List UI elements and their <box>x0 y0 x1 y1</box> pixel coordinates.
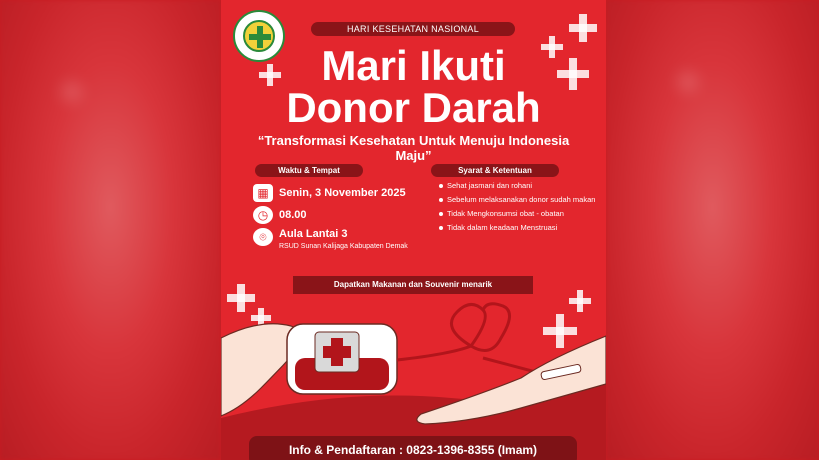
list-item: Sehat jasmani dan rohani <box>437 180 605 192</box>
list-item: Tidak Mengkonsumsi obat - obatan <box>437 208 605 220</box>
requirements-heading: Syarat & Ketentuan <box>431 164 559 177</box>
poster-subtitle: “Transformasi Kesehatan Untuk Menuju Indonesia Maju” <box>257 133 570 163</box>
event-time: 08.00 <box>279 209 307 221</box>
requirements-list <box>437 180 605 236</box>
blurred-background-right <box>606 0 819 460</box>
blurred-cross-decoration: + <box>676 60 700 104</box>
time-place-heading: Waktu & Tempat <box>255 164 363 177</box>
donor-poster <box>221 0 606 460</box>
blurred-text-decoration: + <box>60 70 84 114</box>
clock-icon: ◷ <box>253 206 273 224</box>
event-date: Senin, 3 November 2025 <box>279 187 406 199</box>
list-item: Tidak dalam keadaan Menstruasi <box>437 222 605 234</box>
poster-title-line2: Donor Darah <box>286 84 541 131</box>
event-label: HARI KESEHATAN NASIONAL <box>311 22 515 36</box>
event-venue: Aula Lantai 3 <box>279 228 348 240</box>
contact-info: Info & Pendaftaran : 0823-1396-8355 (Imam) <box>249 436 577 460</box>
location-pin-icon: ⌾ <box>253 228 273 246</box>
calendar-icon: ▦ <box>253 184 273 202</box>
blood-tube <box>397 304 510 360</box>
venue-detail: RSUD Sunan Kalijaga Kabupaten Demak <box>279 243 408 250</box>
blurred-background-left <box>0 0 221 460</box>
souvenir-banner: Dapatkan Makanan dan Souvenir menarik <box>293 276 533 294</box>
cross-decoration-icon <box>569 14 597 42</box>
poster-title-line1: Mari Ikuti <box>321 42 506 89</box>
list-item: Sebelum melaksanakan donor sudah makan <box>437 194 605 206</box>
